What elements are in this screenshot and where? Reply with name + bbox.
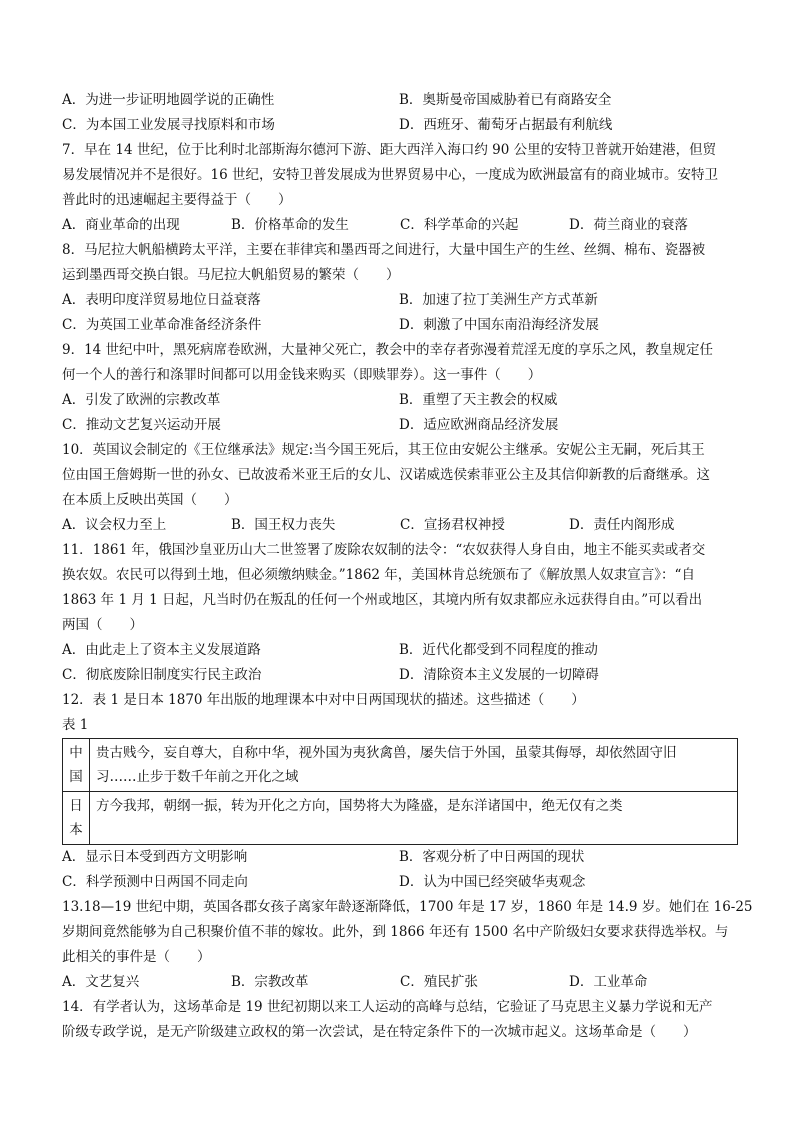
row-label-china: 中 国: [63, 739, 90, 792]
q8-options-row-1: [62, 288, 738, 313]
table-caption: 表 1: [62, 717, 89, 733]
q14-stem-line-2: 阶级专政学说，是无产阶级建立政权的第一次尝试，是在特定条件下的一次城市起义。这场革命是（ ）: [62, 1024, 697, 1040]
q13-option-d: D．工业革命: [569, 974, 648, 990]
q6-options-row-1: [62, 88, 738, 113]
q9-option-b: B．重塑了天主教会的权威: [399, 392, 558, 408]
q13-options: [62, 970, 738, 995]
q8-option-d: D．刺激了中国东南沿海经济发展: [399, 317, 599, 333]
q12-stem-line-1: 12．表 1 是日本 1870 年出版的地理课本中对中日两国现状的描述。这些描述（ ）: [62, 692, 585, 708]
q10-option-a: A．议会权力至上: [62, 517, 167, 533]
q13-option-a: A．文艺复兴: [62, 974, 140, 990]
q8-option-b: B．加速了拉丁美洲生产方式革新: [399, 292, 598, 308]
q7-options: [62, 213, 738, 238]
q12-option-a: A．显示日本受到西方文明影响: [62, 849, 248, 865]
q6-options-row-2: [62, 113, 738, 138]
q10-stem-line-2: 位由国王詹姆斯一世的孙女、已故波希米亚王后的女儿、汉诺威选侯索菲亚公主及其信仰新教的后裔继承。这: [62, 467, 710, 483]
table-row-china: [63, 739, 738, 792]
q7-option-a: A．商业革命的出现: [62, 217, 180, 233]
q6-option-b: B．奥斯曼帝国威胁着已有商路安全: [399, 92, 612, 108]
q7-stem-line-3: 普此时的迅速崛起主要得益于（ ）: [62, 192, 292, 208]
q11-option-a: A．由此走上了资本主义发展道路: [62, 642, 261, 658]
q9-stem-line-1: 9．14 世纪中叶，黑死病席卷欧洲，大量神父死亡，教会中的幸存者弥漫着荒淫无度的享乐之风，教皇规定任: [62, 342, 714, 358]
q7-stem-line-2: 易发展情况并不是很好。16 世纪，安特卫普发展成为世界贸易中心，一度成为欧洲最富有的商业城市。安特卫: [62, 167, 718, 183]
q6-option-a: A．为进一步证明地圆学说的正确性: [62, 92, 275, 108]
q9-stem-line-2: 何一个人的善行和涤罪时间都可以用金钱来购买（即赎罪券）。这一事件（ ）: [62, 367, 542, 383]
row-text-china: 贵古贱今，妄自尊大，自称中华，视外国为夷狄禽兽，屡失信于外国，虽蒙其侮辱，却依然固守旧 习……止步于数千年前之开化之域: [90, 739, 738, 792]
q11-stem-line-1: 11．1861 年，俄国沙皇亚历山大二世签署了废除农奴制的法令：“农奴获得人身自由，地主不能买卖或者交: [62, 542, 706, 558]
q8-stem-line-2: 运到墨西哥交换白银。马尼拉大帆船贸易的繁荣（ ）: [62, 267, 400, 283]
exam-page: [62, 88, 753, 1045]
q8-option-a: A．表明印度洋贸易地位日益衰落: [62, 292, 261, 308]
q9-option-d: D．适应欧洲商品经济发展: [399, 417, 559, 433]
q13-stem-line-1: 13.18—19 世纪中期，英国各郡女孩子离家年龄逐渐降低，1700 年是 17 岁，1860 年是 14.9 岁。她们在 16-25: [62, 899, 753, 915]
q8-stem-line-1: 8．马尼拉大帆船横跨太平洋，主要在菲律宾和墨西哥之间进行，大量中国生产的生丝、丝绸、棉布、瓷器被: [62, 242, 706, 258]
q14-stem-line-1: 14．有学者认为，这场革命是 19 世纪初期以来工人运动的高峰与总结，它验证了马克思主义暴力学说和无产: [62, 999, 713, 1015]
q7-option-b: B．价格革命的发生: [231, 217, 349, 233]
q10-option-c: C．宣扬君权神授: [400, 517, 505, 533]
q13-stem-line-2: 岁期间竟然能够为自己积聚价值不菲的嫁妆。此外，到 1866 年还有 1500 名中产阶级妇女要求获得选举权。与: [62, 924, 729, 940]
q13-option-b: B．宗教改革: [231, 974, 309, 990]
q12-options-row-2: [62, 870, 738, 895]
q12-option-d: D．认为中国已经突破华夷观念: [399, 874, 586, 890]
row-label-japan: 日 本: [63, 792, 90, 845]
q8-option-c: C．为英国工业革命准备经济条件: [62, 317, 262, 333]
q10-option-b: B．国王权力丧失: [231, 517, 336, 533]
q12-option-c: C．科学预测中日两国不同走向: [62, 874, 248, 890]
q11-options-row-2: [62, 663, 738, 688]
q10-stem-line-1: 10．英国议会制定的《王位继承法》规定:当今国王死后，其王位由安妮公主继承。安妮公主无嗣，死后其王: [62, 442, 705, 458]
q7-stem-line-1: 7．早在 14 世纪，位于比利时北部斯海尔德河下游、距大西洋入海口约 90 公里的安特卫普就开始建港，但贸: [62, 142, 717, 158]
q11-stem-line-4: 两国（ ）: [62, 617, 143, 633]
q11-stem-line-3: 1863 年 1 月 1 日起，凡当时仍在叛乱的任何一个州或地区，其境内所有奴隶都应永远获得自由。”可以看出: [62, 592, 703, 608]
q10-stem-line-3: 在本质上反映出英国（ ）: [62, 492, 238, 508]
q11-option-c: C．彻底废除旧制度实行民主政治: [62, 667, 262, 683]
q11-option-d: D．清除资本主义发展的一切障碍: [399, 667, 599, 683]
comparison-table: [62, 738, 738, 845]
q9-option-a: A．引发了欧洲的宗教改革: [62, 392, 221, 408]
q11-option-b: B．近代化都受到不同程度的推动: [399, 642, 598, 658]
q9-options-row-1: [62, 388, 738, 413]
q13-stem-line-3: 此相关的事件是（ ）: [62, 949, 211, 965]
q7-option-c: C．科学革命的兴起: [400, 217, 519, 233]
q10-options: [62, 513, 738, 538]
q12-option-b: B．客观分析了中日两国的现状: [399, 849, 585, 865]
row-text-japan: 方今我邦，朝纲一振，转为开化之方向，国势将大为隆盛，是东洋诸国中，绝无仅有之类: [90, 792, 738, 845]
q9-option-c: C．推动文艺复兴运动开展: [62, 417, 221, 433]
q12-options-row-1: [62, 845, 738, 870]
q13-option-c: C．殖民扩张: [400, 974, 478, 990]
q9-options-row-2: [62, 413, 738, 438]
q11-options-row-1: [62, 638, 738, 663]
q8-options-row-2: [62, 313, 738, 338]
q10-option-d: D．责任内阁形成: [569, 517, 675, 533]
q6-option-c: C．为本国工业发展寻找原料和市场: [62, 117, 275, 133]
table-row-japan: [63, 792, 738, 845]
q7-option-d: D．荷兰商业的衰落: [569, 217, 688, 233]
q11-stem-line-2: 换农奴。农民可以得到土地，但必须缴纳赎金。”1862 年，美国林肯总统颁布了《解放黑人奴隶宣言》：“自: [62, 567, 695, 583]
q6-option-d: D．西班牙、葡萄牙占据最有利航线: [399, 117, 613, 133]
